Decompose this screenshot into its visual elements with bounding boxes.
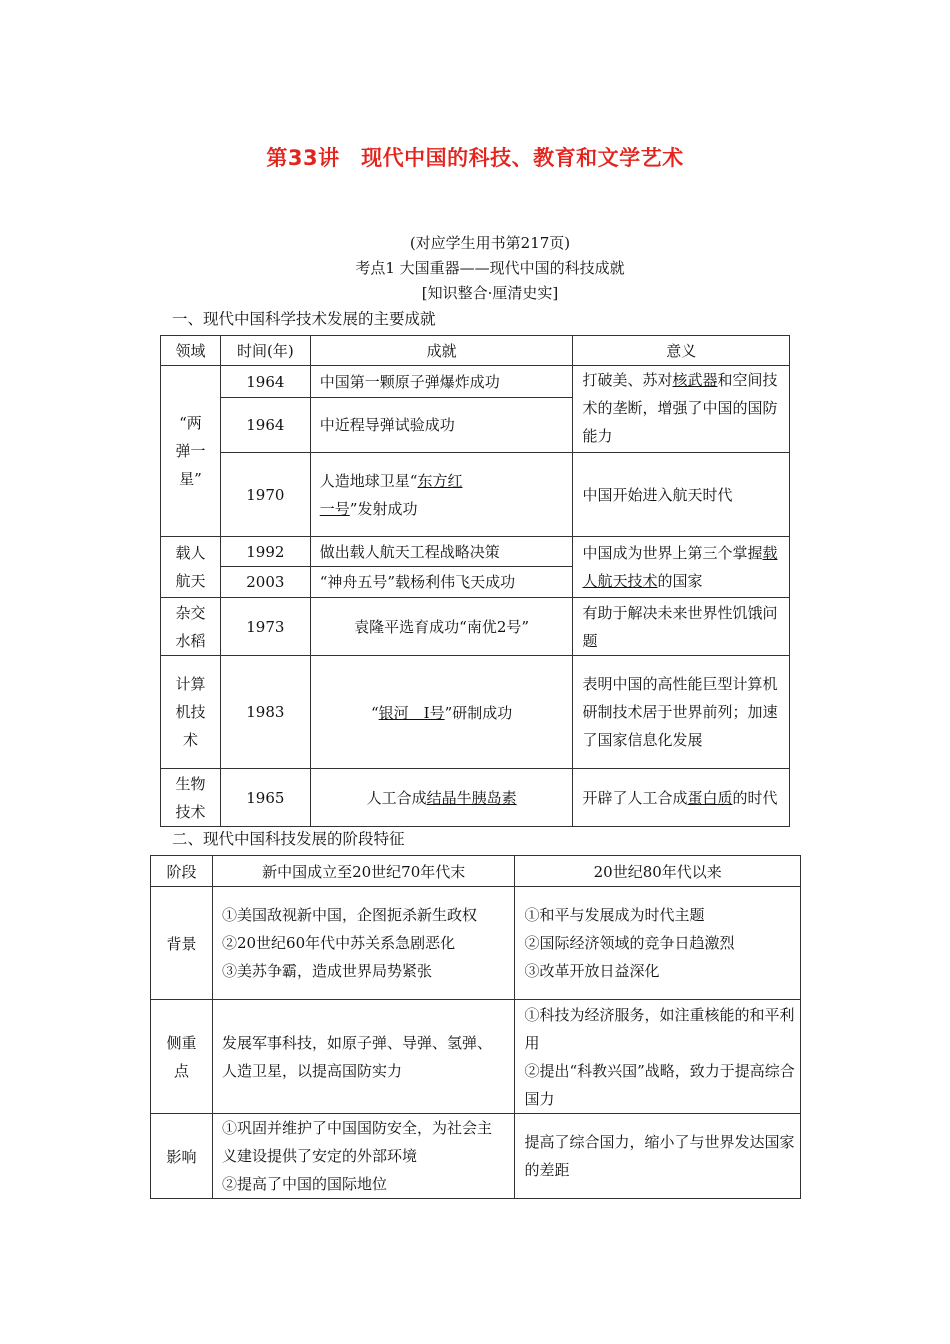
table-row <box>151 887 801 1000</box>
table-row <box>161 656 790 769</box>
table-row <box>161 366 790 398</box>
meaning-cell: 表明中国的高性能巨型计算机研制技术居于世界前列；加速了国家信息化发展 <box>573 656 790 769</box>
list-item: ①和平与发展成为时代主题 <box>524 906 705 924</box>
meaning-cell <box>573 769 790 827</box>
achievement-text: ”研制成功 <box>444 703 513 722</box>
subtopic-heading: [知识整合·厘清史实] <box>421 284 559 302</box>
field-cell <box>161 537 221 598</box>
meaning-underlined: 核武器 <box>672 371 718 389</box>
meaning-text: 中国成为世界上第三个掌握 <box>582 544 763 562</box>
table-header-row <box>151 856 801 887</box>
achievement-cell: “神舟五号”载杨利伟飞天成功 <box>310 567 573 598</box>
period2-cell <box>515 887 801 1000</box>
achievement-underlined: 结晶牛胰岛素 <box>426 789 517 807</box>
year-cell: 1973 <box>220 598 310 656</box>
table-row <box>161 769 790 827</box>
year-cell: 2003 <box>220 567 310 598</box>
table-row <box>161 537 790 567</box>
achievement-text: ”发射成功 <box>349 499 418 518</box>
page-reference: (对应学生用书第217页) <box>409 234 571 252</box>
achievement-cell <box>310 453 573 537</box>
period1-cell: 发展军事科技，如原子弹、导弹、氢弹、人造卫星，以提高国防实力 <box>212 1000 515 1114</box>
period1-cell <box>212 1114 515 1199</box>
stage-label: 影响 <box>151 1114 213 1199</box>
list-item: ③美苏争霸，造成世界局势紧张 <box>221 962 432 980</box>
year-cell: 1992 <box>220 537 310 567</box>
stage-label-text: 侧重点 <box>166 1033 197 1080</box>
meaning-text: 的国家 <box>657 572 703 590</box>
header-stage: 阶段 <box>151 856 213 887</box>
table-row <box>161 453 790 537</box>
achievement-cell: 袁隆平选育成功“南优2号” <box>310 598 573 656</box>
period2-cell <box>515 1000 801 1114</box>
year-cell: 1964 <box>220 398 310 453</box>
meaning-text: 的时代 <box>732 788 778 807</box>
field-cell <box>161 656 221 769</box>
achievements-table <box>160 335 790 827</box>
achievement-underlined: 银河 Ⅰ号 <box>378 703 445 722</box>
table-row <box>151 1000 801 1114</box>
list-item: ③改革开放日益深化 <box>524 962 660 980</box>
meaning-cell <box>573 537 790 598</box>
field-label: 载人航天 <box>175 544 206 590</box>
achievement-cell: 做出载人航天工程战略决策 <box>310 537 573 567</box>
achievement-cell: 中近程导弹试验成功 <box>310 398 573 453</box>
meaning-text: 和空间技术的垄断，增强了中国的国防能力 <box>582 371 778 445</box>
list-item: ②提高了中国的国际地位 <box>221 1175 387 1193</box>
year-cell: 1964 <box>220 366 310 398</box>
field-cell <box>161 366 221 537</box>
topic-heading: 考点1 大国重器——现代中国的科技成就 <box>355 259 625 277</box>
achievement-text: 人工合成 <box>366 789 427 807</box>
field-label: 计算机技术 <box>175 675 206 749</box>
field-label: 杂交水稻 <box>175 603 206 650</box>
header-time: 时间(年) <box>220 336 310 366</box>
header-period1: 新中国成立至20世纪70年代末 <box>212 856 515 887</box>
year-cell: 1965 <box>220 769 310 827</box>
meaning-underlined: 蛋白质 <box>687 788 733 807</box>
meaning-text: 开辟了人工合成 <box>582 788 688 807</box>
page-title: 第33讲 现代中国的科技、教育和文学艺术 <box>266 146 684 170</box>
table-header-row <box>161 336 790 366</box>
meaning-cell: 中国开始进入航天时代 <box>573 453 790 537</box>
stage-label <box>151 1000 213 1114</box>
achievement-text: “ <box>370 703 379 722</box>
achievement-cell <box>310 656 573 769</box>
list-item: ①巩固并维护了中国国防安全，为社会主义建设提供了安定的外部环境 <box>221 1119 492 1165</box>
achievement-underlined: 东方红一号 <box>319 471 463 518</box>
field-label: “两弹一星” <box>175 414 206 488</box>
list-item: ①科技为经济服务，如注重核能的和平利用 <box>524 1005 795 1052</box>
list-item: ②20世纪60年代中苏关系急剧恶化 <box>221 934 456 952</box>
field-cell <box>161 598 221 656</box>
header-field: 领域 <box>161 336 221 366</box>
field-label: 生物技术 <box>175 774 206 821</box>
meaning-cell <box>573 366 790 453</box>
year-cell: 1970 <box>220 453 310 537</box>
section2-heading: 二、现代中国科技发展的阶段特征 <box>172 830 405 848</box>
stage-label: 背景 <box>151 887 213 1000</box>
header-achievement: 成就 <box>310 336 573 366</box>
field-cell <box>161 769 221 827</box>
list-item: ②国际经济领域的竞争日趋激烈 <box>524 934 735 952</box>
achievement-cell <box>310 769 573 827</box>
table-row <box>161 598 790 656</box>
stage-features-table <box>150 855 801 1199</box>
achievement-cell: 中国第一颗原子弹爆炸成功 <box>310 366 573 398</box>
list-item: ②提出“科教兴国”战略，致力于提高综合国力 <box>524 1061 795 1108</box>
period2-cell: 提高了综合国力，缩小了与世界发达国家的差距 <box>515 1114 801 1199</box>
achievement-text: 人造地球卫星“ <box>319 471 418 490</box>
header-period2: 20世纪80年代以来 <box>515 856 801 887</box>
year-cell: 1983 <box>220 656 310 769</box>
meaning-cell: 有助于解决未来世界性饥饿问题 <box>573 598 790 656</box>
table-row <box>151 1114 801 1199</box>
list-item: ①美国敌视新中国，企图扼杀新生政权 <box>221 906 477 924</box>
period1-cell <box>212 887 515 1000</box>
header-meaning: 意义 <box>573 336 790 366</box>
meaning-text: 打破美、苏对 <box>582 371 673 389</box>
section1-heading: 一、现代中国科学技术发展的主要成就 <box>172 310 436 328</box>
meaning-underlined: 载人航天技术 <box>582 544 778 590</box>
